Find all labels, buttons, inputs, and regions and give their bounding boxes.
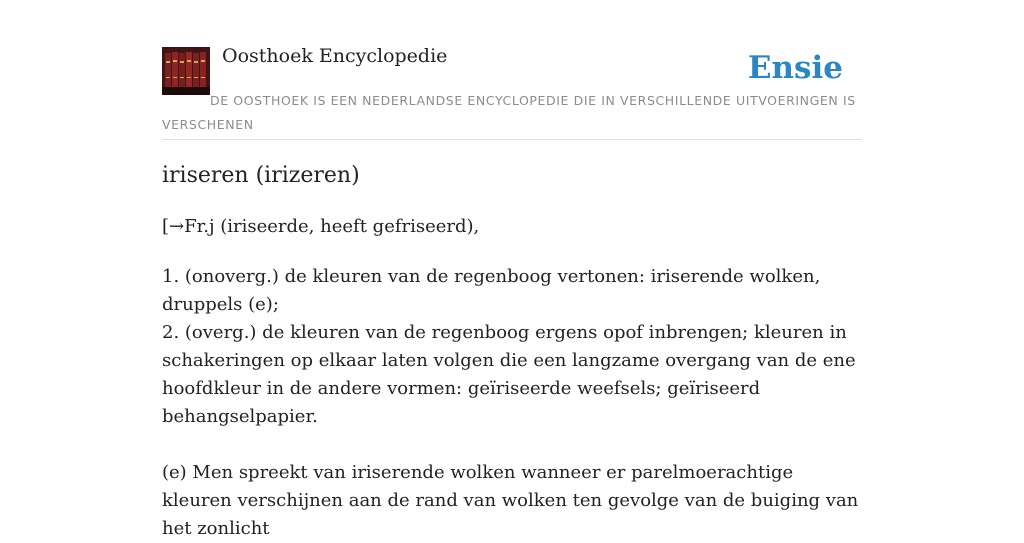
entry-note: (e) Men spreekt van iriserende wolken wanneer er parelmoerachtige kleuren verschijnen aan de rand van wolken ten gevolge van de buiging van het zonlicht [162, 462, 859, 539]
entry-title: iriseren (irizeren) [162, 163, 360, 188]
entry-definitions [162, 263, 862, 543]
definition-1: 1. (onoverg.) de kleuren van de regenboog vertonen: iriserende wolken, druppels (e); [162, 266, 821, 315]
site-title-link[interactable]: Oosthoek Encyclopedie [222, 45, 448, 67]
entry-etymology: [→Fr.j (iriseerde, heeft gefriseerd), [162, 216, 480, 237]
definition-2: 2. (overg.) de kleuren van de regenboog ergens opof inbrengen; kleuren in schakeringen op elkaar laten volgen die een langzame overgang van de ene hoofdkleur in de andere vormen: geïriseerde weefsels; geïriseerd behangselpapier. [162, 322, 856, 427]
site-header [162, 0, 862, 140]
ensie-brand-link[interactable]: Ensie [747, 50, 843, 86]
book-spines-icon[interactable] [162, 47, 210, 95]
site-description: DE OOSTHOEK IS EEN NEDERLANDSE ENCYCLOPEDIE DIE IN VERSCHILLENDE UITVOERINGEN IS VERSCHENEN [162, 93, 856, 132]
page [162, 0, 862, 539]
